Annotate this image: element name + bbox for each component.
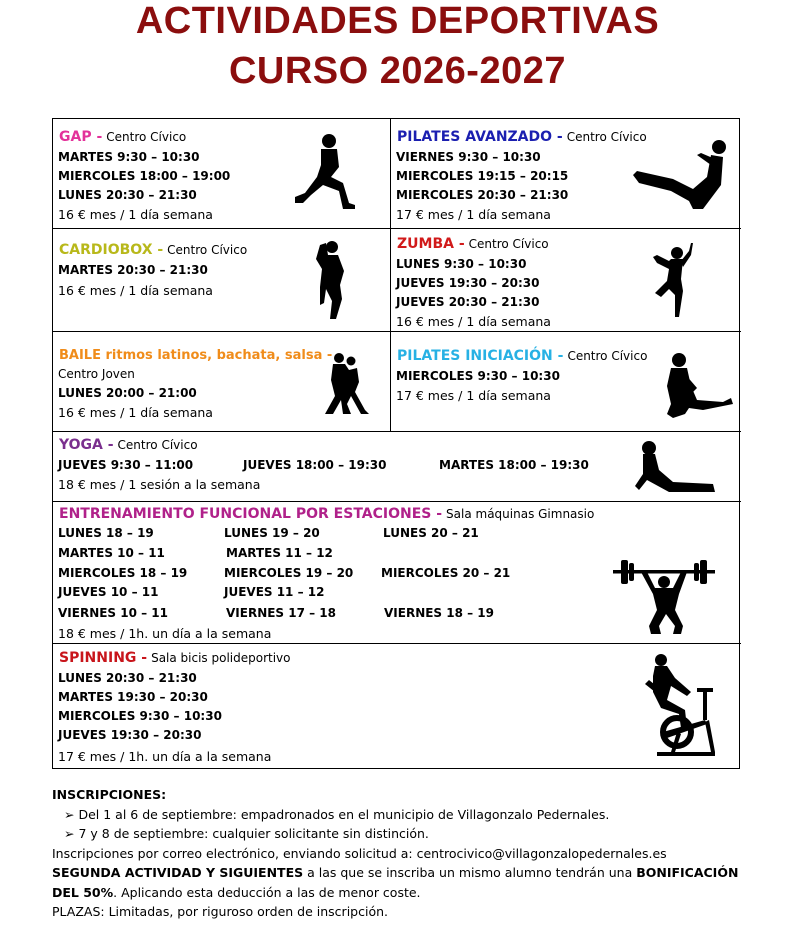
- v-sit-figure-icon: [631, 137, 731, 217]
- yoga-name: YOGA -: [59, 437, 114, 453]
- yoga-time-3: MARTES 18:00 – 19:30: [439, 458, 589, 472]
- pilates-ini-name: PILATES INICIACIÓN -: [397, 348, 564, 364]
- bonus-paragraph: [52, 863, 752, 902]
- page-title: ACTIVIDADES DEPORTIVAS: [135, 0, 660, 42]
- pilates-iniciacion-cell: [391, 332, 741, 432]
- yoga-cell: [53, 432, 741, 502]
- funcional-r3-c3: MIERCOLES 20 – 21: [381, 566, 511, 580]
- bullet-1-text: Del 1 al 6 de septiembre: empadronados en el municipio de Villagonzalo Pedernales.: [78, 806, 610, 822]
- cardio-location: Centro Cívico: [167, 243, 248, 257]
- inscripciones-section: [52, 785, 752, 922]
- zumba-price: 16 € mes / 1 día semana: [396, 314, 551, 329]
- schedule-table: [52, 118, 740, 769]
- spinning-time-2: MARTES 19:30 – 20:30: [58, 690, 208, 704]
- pilates-avanzado-cell: [391, 119, 741, 229]
- weightlifter-icon: [611, 554, 717, 636]
- dancing-couple-icon: [321, 352, 373, 417]
- bonus-bold-3: DEL 50%: [52, 884, 114, 900]
- zumba-cell: [391, 229, 741, 332]
- yoga-time-1: JUEVES 9:30 – 11:00: [58, 458, 194, 472]
- spinning-time-1: LUNES 20:30 – 21:30: [58, 671, 197, 685]
- inscripciones-heading: INSCRIPCIONES:: [52, 787, 167, 802]
- funcional-r3-c2: MIERCOLES 19 – 20: [224, 566, 354, 580]
- pilates-av-name: PILATES AVANZADO -: [397, 129, 563, 145]
- yoga-time-2: JUEVES 18:00 – 19:30: [243, 458, 387, 472]
- spinning-cell: [53, 644, 741, 770]
- pilates-av-time-1: VIERNES 9:30 – 10:30: [396, 150, 541, 164]
- funcional-r1-c2: LUNES 19 – 20: [224, 526, 320, 540]
- funcional-r5-c3: VIERNES 18 – 19: [384, 606, 495, 620]
- inscripciones-bullet-2: [52, 824, 752, 844]
- bullet-arrow-icon: ➢: [64, 826, 75, 841]
- zumba-name: ZUMBA -: [397, 236, 465, 252]
- email-line: Inscripciones por correo electrónico, enviando solicitud a: centrocivico@villagonzalopedernales.es: [52, 845, 667, 861]
- spinning-time-3: MIERCOLES 9:30 – 10:30: [58, 709, 222, 723]
- zumba-location: Centro Cívico: [468, 237, 549, 251]
- spinning-price: 17 € mes / 1h. un día a la semana: [58, 749, 272, 764]
- funcional-r2-c2: MARTES 11 – 12: [226, 546, 333, 560]
- funcional-location: Sala máquinas Gimnasio: [446, 507, 595, 521]
- baile-location: Centro Joven: [58, 367, 135, 381]
- cobra-pose-icon: [633, 440, 718, 495]
- funcional-r3-c1: MIERCOLES 18 – 19: [58, 566, 188, 580]
- pilates-av-time-2: MIERCOLES 19:15 – 20:15: [396, 169, 569, 183]
- stretching-figure-icon: [663, 352, 735, 420]
- lunge-figure-icon: [293, 131, 363, 211]
- baile-name: BAILE ritmos latinos, bachata, salsa -: [59, 348, 333, 363]
- spinning-location: Sala bicis polideportivo: [151, 651, 291, 665]
- pilates-ini-time-1: MIERCOLES 9:30 – 10:30: [396, 369, 560, 383]
- cardio-price: 16 € mes / 1 día semana: [58, 283, 213, 298]
- gap-location: Centro Cívico: [106, 130, 187, 144]
- inscripciones-bullet-1: [52, 805, 752, 825]
- gap-time-1: MARTES 9:30 – 10:30: [58, 150, 200, 164]
- funcional-r5-c2: VIERNES 17 – 18: [226, 606, 337, 620]
- plazas-line: PLAZAS: Limitadas, por riguroso orden de inscripción.: [52, 904, 388, 919]
- page-subtitle: CURSO 2026-2027: [228, 50, 566, 92]
- cardio-time-1: MARTES 20:30 – 21:30: [58, 263, 208, 277]
- baile-cell: [53, 332, 391, 432]
- funcional-r1-c3: LUNES 20 – 21: [383, 526, 479, 540]
- yoga-location: Centro Cívico: [117, 438, 198, 452]
- bonus-bold-2: BONIFICACIÓN: [636, 865, 739, 880]
- bullet-2-text: 7 y 8 de septiembre: cualquier solicitante sin distinción.: [78, 826, 429, 841]
- gap-cell: [53, 119, 391, 229]
- pilates-ini-location: Centro Cívico: [567, 349, 648, 363]
- bonus-bold-1: SEGUNDA ACTIVIDAD Y SIGUIENTES: [52, 865, 304, 880]
- funcional-r4-c1: JUEVES 10 – 11: [58, 585, 159, 599]
- bonus-normal-2: . Aplicando esta deducción a las de menor coste.: [113, 884, 421, 900]
- baile-time-1: LUNES 20:00 – 21:00: [58, 386, 197, 400]
- bullet-arrow-icon: ➢: [64, 806, 75, 822]
- zumba-time-2: JUEVES 19:30 – 20:30: [396, 276, 540, 290]
- spinning-time-4: JUEVES 19:30 – 20:30: [58, 728, 202, 742]
- zumba-time-1: LUNES 9:30 – 10:30: [396, 257, 527, 271]
- funcional-r2-c1: MARTES 10 – 11: [58, 546, 165, 560]
- pilates-av-location: Centro Cívico: [566, 130, 647, 144]
- pilates-av-time-3: MIERCOLES 20:30 – 21:30: [396, 188, 569, 202]
- funcional-r1-c1: LUNES 18 – 19: [58, 526, 154, 540]
- funcional-r4-c2: JUEVES 11 – 12: [224, 585, 325, 599]
- gap-name: GAP -: [59, 129, 103, 145]
- boxer-figure-icon: [308, 239, 353, 324]
- gap-price: 16 € mes / 1 día semana: [58, 207, 213, 222]
- cardio-name: CARDIOBOX -: [59, 242, 164, 258]
- dancer-figure-icon: [649, 237, 697, 325]
- pilates-av-price: 17 € mes / 1 día semana: [396, 207, 551, 222]
- baile-price: 16 € mes / 1 día semana: [58, 405, 213, 420]
- funcional-r5-c1: VIERNES 10 – 11: [58, 606, 169, 620]
- spinning-name: SPINNING -: [59, 650, 148, 666]
- bonus-normal-1: a las que se inscriba un mismo alumno tendrán una: [303, 865, 637, 880]
- funcional-name: ENTRENAMIENTO FUNCIONAL POR ESTACIONES -: [59, 506, 443, 522]
- zumba-time-3: JUEVES 20:30 – 21:30: [396, 295, 540, 309]
- funcional-price: 18 € mes / 1h. un día a la semana: [58, 626, 272, 641]
- cardiobox-cell: [53, 229, 391, 332]
- gap-time-2: MIERCOLES 18:00 – 19:00: [58, 169, 231, 183]
- funcional-cell: [53, 502, 741, 644]
- cyclist-icon: [641, 652, 721, 760]
- yoga-price: 18 € mes / 1 sesión a la semana: [58, 477, 261, 492]
- pilates-ini-price: 17 € mes / 1 día semana: [396, 388, 551, 403]
- gap-time-3: LUNES 20:30 – 21:30: [58, 188, 197, 202]
